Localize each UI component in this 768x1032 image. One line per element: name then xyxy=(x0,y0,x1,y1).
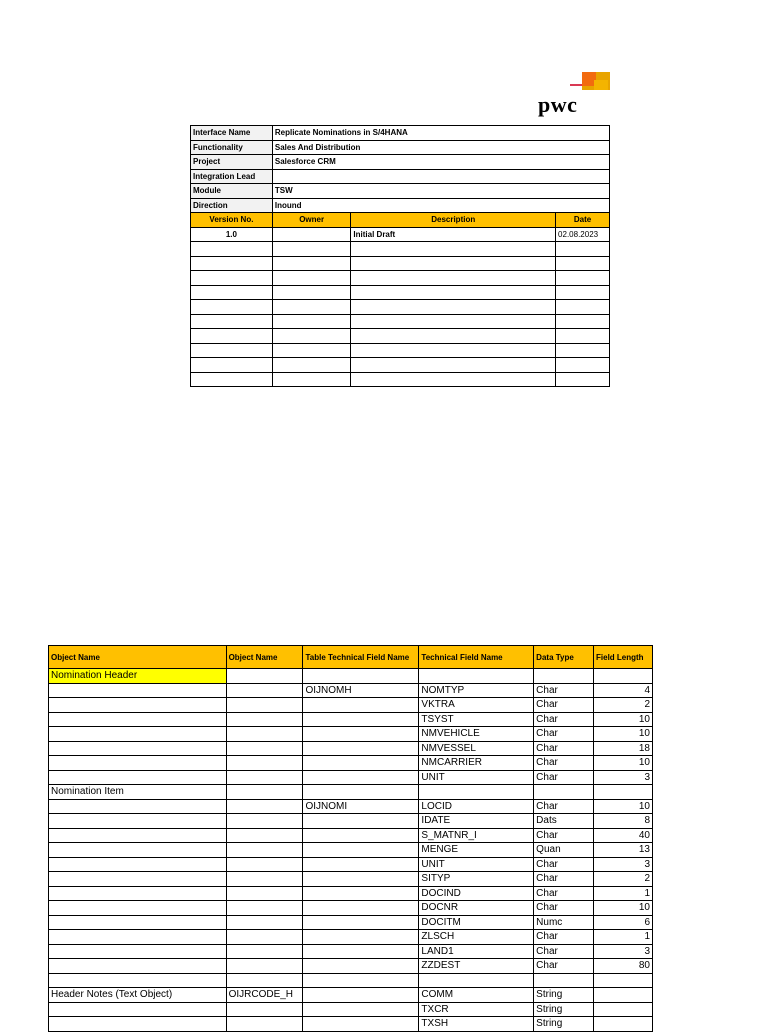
object-name-2-cell xyxy=(226,973,303,988)
data-type-cell: Char xyxy=(534,756,594,771)
info-value: Replicate Nominations in S/4HANA xyxy=(272,126,609,141)
empty-cell xyxy=(191,242,273,257)
field-length-cell: 2 xyxy=(594,698,653,713)
data-type-cell: Char xyxy=(534,886,594,901)
field-length-cell: 6 xyxy=(594,915,653,930)
field-length-cell: 10 xyxy=(594,901,653,916)
field-row xyxy=(49,712,653,727)
field-length-cell: 18 xyxy=(594,741,653,756)
object-name-cell xyxy=(49,944,227,959)
field-length-cell: 3 xyxy=(594,944,653,959)
field-length-cell: 4 xyxy=(594,683,653,698)
object-name-2-cell xyxy=(226,828,303,843)
field-row xyxy=(49,872,653,887)
logo-underscore xyxy=(570,84,582,86)
empty-cell xyxy=(272,242,351,257)
empty-cell xyxy=(351,329,556,344)
info-label: Direction xyxy=(191,198,273,213)
info-label: Functionality xyxy=(191,140,273,155)
data-type-cell: Dats xyxy=(534,814,594,829)
info-row xyxy=(191,140,610,155)
technical-field-cell: DOCIND xyxy=(419,886,534,901)
data-type-cell: Char xyxy=(534,712,594,727)
object-name-cell: Header Notes (Text Object) xyxy=(49,988,227,1003)
pwc-logo xyxy=(536,72,608,120)
technical-field-cell: TSYST xyxy=(419,712,534,727)
version-row-empty xyxy=(191,285,610,300)
technical-field-cell xyxy=(419,973,534,988)
empty-cell xyxy=(272,256,351,271)
object-name-cell xyxy=(49,756,227,771)
empty-cell xyxy=(556,358,610,373)
object-name-cell: Nomination Header xyxy=(49,669,227,684)
table-name-cell xyxy=(303,1002,419,1017)
info-row xyxy=(191,198,610,213)
object-name-cell xyxy=(49,1002,227,1017)
object-name-cell xyxy=(49,872,227,887)
table-name-cell xyxy=(303,915,419,930)
field-row xyxy=(49,944,653,959)
object-name-2-cell xyxy=(226,886,303,901)
data-type-cell: Quan xyxy=(534,843,594,858)
version-header-cell: Owner xyxy=(272,213,351,228)
technical-field-cell: SITYP xyxy=(419,872,534,887)
object-name-2-cell xyxy=(226,712,303,727)
technical-field-cell: NMVESSEL xyxy=(419,741,534,756)
empty-cell xyxy=(351,242,556,257)
info-label: Integration Lead xyxy=(191,169,273,184)
info-label: Project xyxy=(191,155,273,170)
version-row-empty xyxy=(191,271,610,286)
info-row xyxy=(191,169,610,184)
field-length-cell: 1 xyxy=(594,886,653,901)
version-header-row xyxy=(191,213,610,228)
empty-cell xyxy=(351,343,556,358)
empty-cell xyxy=(191,300,273,315)
technical-field-cell: TXCR xyxy=(419,1002,534,1017)
version-row-empty xyxy=(191,343,610,358)
data-type-cell xyxy=(534,785,594,800)
logo-wordmark: pwc xyxy=(538,92,578,117)
field-length-cell: 10 xyxy=(594,799,653,814)
table-name-cell xyxy=(303,828,419,843)
field-row xyxy=(49,973,653,988)
table-name-cell xyxy=(303,741,419,756)
field-length-cell: 1 xyxy=(594,930,653,945)
table-name-cell xyxy=(303,727,419,742)
info-label: Module xyxy=(191,184,273,199)
field-length-cell: 13 xyxy=(594,843,653,858)
field-length-cell xyxy=(594,785,653,800)
object-name-cell xyxy=(49,886,227,901)
empty-cell xyxy=(556,256,610,271)
empty-cell xyxy=(272,329,351,344)
field-row xyxy=(49,857,653,872)
field-row xyxy=(49,741,653,756)
table-name-cell xyxy=(303,669,419,684)
field-header-cell: Data Type xyxy=(534,646,594,669)
object-name-cell xyxy=(49,857,227,872)
object-name-2-cell xyxy=(226,799,303,814)
field-row xyxy=(49,959,653,974)
version-row-empty xyxy=(191,300,610,315)
object-name-cell xyxy=(49,828,227,843)
info-row xyxy=(191,155,610,170)
object-name-2-cell xyxy=(226,727,303,742)
table-name-cell xyxy=(303,886,419,901)
technical-field-cell: UNIT xyxy=(419,857,534,872)
field-row xyxy=(49,698,653,713)
data-type-cell: String xyxy=(534,1017,594,1032)
field-row xyxy=(49,886,653,901)
field-row xyxy=(49,988,653,1003)
data-type-cell: Char xyxy=(534,698,594,713)
empty-cell xyxy=(272,314,351,329)
data-type-cell: Char xyxy=(534,799,594,814)
field-header-cell: Technical Field Name xyxy=(419,646,534,669)
technical-field-cell: LAND1 xyxy=(419,944,534,959)
table-name-cell xyxy=(303,930,419,945)
data-type-cell xyxy=(534,973,594,988)
table-name-cell xyxy=(303,698,419,713)
empty-cell xyxy=(351,256,556,271)
data-type-cell: Char xyxy=(534,944,594,959)
technical-field-cell: IDATE xyxy=(419,814,534,829)
field-row xyxy=(49,930,653,945)
object-name-cell xyxy=(49,973,227,988)
info-value: TSW xyxy=(272,184,609,199)
empty-cell xyxy=(351,300,556,315)
info-label: Interface Name xyxy=(191,126,273,141)
technical-field-cell: NOMTYP xyxy=(419,683,534,698)
technical-field-cell: S_MATNR_I xyxy=(419,828,534,843)
data-type-cell: Char xyxy=(534,901,594,916)
info-value: Salesforce CRM xyxy=(272,155,609,170)
object-name-cell xyxy=(49,915,227,930)
data-type-cell: Char xyxy=(534,683,594,698)
version-row-empty xyxy=(191,256,610,271)
field-row xyxy=(49,727,653,742)
table-name-cell xyxy=(303,770,419,785)
table-name-cell xyxy=(303,944,419,959)
field-length-cell: 8 xyxy=(594,814,653,829)
version-row-empty xyxy=(191,372,610,387)
field-mapping-table xyxy=(48,645,653,1032)
field-header-cell: Object Name xyxy=(226,646,303,669)
empty-cell xyxy=(556,242,610,257)
data-type-cell: Char xyxy=(534,741,594,756)
table-name-cell xyxy=(303,756,419,771)
version-header-cell: Date xyxy=(556,213,610,228)
object-name-cell xyxy=(49,683,227,698)
field-length-cell xyxy=(594,973,653,988)
object-name-2-cell xyxy=(226,683,303,698)
field-header-cell: Object Name xyxy=(49,646,227,669)
technical-field-cell xyxy=(419,669,534,684)
interface-info-table xyxy=(190,125,610,387)
technical-field-cell: MENGE xyxy=(419,843,534,858)
empty-cell xyxy=(272,358,351,373)
logo-block-yellow xyxy=(594,80,608,90)
info-row xyxy=(191,184,610,199)
object-name-cell xyxy=(49,741,227,756)
table-name-cell xyxy=(303,872,419,887)
version-row-empty xyxy=(191,358,610,373)
field-length-cell: 2 xyxy=(594,872,653,887)
data-type-cell: Char xyxy=(534,727,594,742)
field-header-row xyxy=(49,646,653,669)
version-header-cell: Version No. xyxy=(191,213,273,228)
table-name-cell xyxy=(303,712,419,727)
object-name-2-cell xyxy=(226,785,303,800)
table-name-cell: OIJNOMI xyxy=(303,799,419,814)
empty-cell xyxy=(556,271,610,286)
object-name-2-cell xyxy=(226,915,303,930)
empty-cell xyxy=(191,314,273,329)
field-row xyxy=(49,843,653,858)
empty-cell xyxy=(556,285,610,300)
object-name-2-cell xyxy=(226,959,303,974)
table-name-cell xyxy=(303,857,419,872)
version-header-cell: Description xyxy=(351,213,556,228)
data-type-cell: String xyxy=(534,988,594,1003)
object-name-2-cell xyxy=(226,770,303,785)
object-name-cell xyxy=(49,698,227,713)
field-row xyxy=(49,799,653,814)
object-name-2-cell: OIJRCODE_H xyxy=(226,988,303,1003)
field-header-cell: Table Technical Field Name xyxy=(303,646,419,669)
empty-cell xyxy=(272,343,351,358)
empty-cell xyxy=(272,285,351,300)
table-name-cell xyxy=(303,901,419,916)
technical-field-cell: DOCITM xyxy=(419,915,534,930)
field-length-cell: 40 xyxy=(594,828,653,843)
empty-cell xyxy=(191,343,273,358)
empty-cell xyxy=(351,358,556,373)
object-name-cell: Nomination Item xyxy=(49,785,227,800)
field-length-cell: 3 xyxy=(594,857,653,872)
version-date: 02.08.2023 xyxy=(556,227,610,242)
empty-cell xyxy=(272,271,351,286)
technical-field-cell: ZZDEST xyxy=(419,959,534,974)
technical-field-cell: NMVEHICLE xyxy=(419,727,534,742)
empty-cell xyxy=(351,285,556,300)
table-name-cell xyxy=(303,843,419,858)
data-type-cell: Char xyxy=(534,959,594,974)
empty-cell xyxy=(351,314,556,329)
version-row-empty xyxy=(191,314,610,329)
field-row xyxy=(49,901,653,916)
technical-field-cell: DOCNR xyxy=(419,901,534,916)
object-name-cell xyxy=(49,712,227,727)
empty-cell xyxy=(351,271,556,286)
field-row xyxy=(49,915,653,930)
data-type-cell xyxy=(534,669,594,684)
object-name-2-cell xyxy=(226,901,303,916)
empty-cell xyxy=(556,343,610,358)
object-name-cell xyxy=(49,901,227,916)
technical-field-cell: ZLSCH xyxy=(419,930,534,945)
data-type-cell: Numc xyxy=(534,915,594,930)
field-row xyxy=(49,683,653,698)
object-name-2-cell xyxy=(226,944,303,959)
info-value: Inound xyxy=(272,198,609,213)
data-type-cell: Char xyxy=(534,770,594,785)
field-length-cell: 10 xyxy=(594,727,653,742)
field-row xyxy=(49,814,653,829)
field-header-cell: Field Length xyxy=(594,646,653,669)
field-row xyxy=(49,1002,653,1017)
table-name-cell xyxy=(303,785,419,800)
info-row xyxy=(191,126,610,141)
empty-cell xyxy=(272,372,351,387)
empty-cell xyxy=(556,329,610,344)
object-name-2-cell xyxy=(226,843,303,858)
technical-field-cell: UNIT xyxy=(419,770,534,785)
object-name-cell xyxy=(49,799,227,814)
technical-field-cell: TXSH xyxy=(419,1017,534,1032)
info-value: Sales And Distribution xyxy=(272,140,609,155)
data-type-cell: String xyxy=(534,1002,594,1017)
object-name-2-cell xyxy=(226,669,303,684)
object-name-2-cell xyxy=(226,857,303,872)
data-type-cell: Char xyxy=(534,930,594,945)
object-name-2-cell xyxy=(226,872,303,887)
object-name-cell xyxy=(49,843,227,858)
data-type-cell: Char xyxy=(534,828,594,843)
field-length-cell: 3 xyxy=(594,770,653,785)
object-name-cell xyxy=(49,727,227,742)
empty-cell xyxy=(556,372,610,387)
object-name-2-cell xyxy=(226,814,303,829)
data-type-cell: Char xyxy=(534,872,594,887)
object-name-cell xyxy=(49,770,227,785)
technical-field-cell xyxy=(419,785,534,800)
field-length-cell: 10 xyxy=(594,712,653,727)
field-row xyxy=(49,756,653,771)
field-length-cell xyxy=(594,669,653,684)
table-name-cell xyxy=(303,988,419,1003)
empty-cell xyxy=(556,300,610,315)
object-name-2-cell xyxy=(226,741,303,756)
field-row xyxy=(49,785,653,800)
field-row xyxy=(49,828,653,843)
technical-field-cell: VKTRA xyxy=(419,698,534,713)
object-name-cell xyxy=(49,930,227,945)
version-description: Initial Draft xyxy=(351,227,556,242)
version-owner xyxy=(272,227,351,242)
field-row xyxy=(49,770,653,785)
object-name-2-cell xyxy=(226,698,303,713)
version-row xyxy=(191,227,610,242)
empty-cell xyxy=(191,372,273,387)
table-name-cell: OIJNOMH xyxy=(303,683,419,698)
technical-field-cell: COMM xyxy=(419,988,534,1003)
empty-cell xyxy=(272,300,351,315)
object-name-2-cell xyxy=(226,930,303,945)
empty-cell xyxy=(351,372,556,387)
info-value xyxy=(272,169,609,184)
version-row-empty xyxy=(191,329,610,344)
empty-cell xyxy=(556,314,610,329)
field-length-cell xyxy=(594,1002,653,1017)
field-row xyxy=(49,669,653,684)
data-type-cell: Char xyxy=(534,857,594,872)
empty-cell xyxy=(191,285,273,300)
technical-field-cell: LOCID xyxy=(419,799,534,814)
empty-cell xyxy=(191,271,273,286)
version-number: 1.0 xyxy=(191,227,273,242)
version-row-empty xyxy=(191,242,610,257)
object-name-2-cell xyxy=(226,756,303,771)
empty-cell xyxy=(191,358,273,373)
technical-field-cell: NMCARRIER xyxy=(419,756,534,771)
field-length-cell xyxy=(594,988,653,1003)
object-name-cell xyxy=(49,959,227,974)
field-length-cell: 10 xyxy=(594,756,653,771)
table-name-cell xyxy=(303,959,419,974)
table-name-cell xyxy=(303,973,419,988)
field-length-cell: 80 xyxy=(594,959,653,974)
empty-cell xyxy=(191,329,273,344)
object-name-2-cell xyxy=(226,1002,303,1017)
table-name-cell xyxy=(303,814,419,829)
object-name-cell xyxy=(49,814,227,829)
empty-cell xyxy=(191,256,273,271)
